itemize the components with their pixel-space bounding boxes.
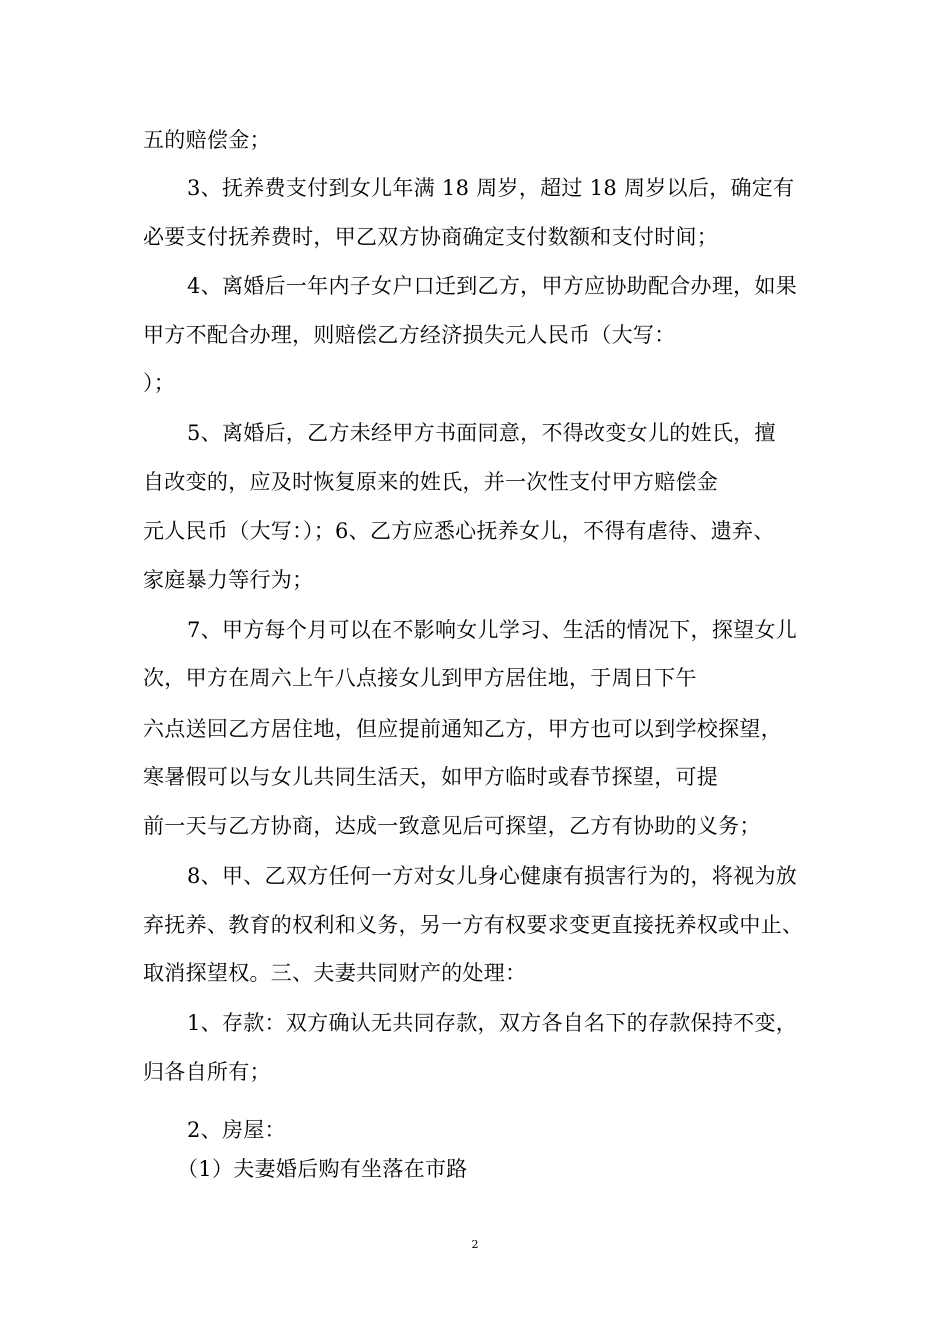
text-line: （1）夫妻婚后购有坐落在市路 (177, 1157, 468, 1181)
text-line: 必要支付抚养费时，甲乙双方协商确定支付数额和支付时间； (143, 225, 719, 249)
text-line: 六点送回乙方居住地，但应提前通知乙方，甲方也可以到学校探望， (143, 717, 782, 741)
text-line: 五的赔偿金； (143, 128, 271, 152)
text-line: 归各自所有； (143, 1060, 271, 1084)
text-line: 寒暑假可以与女儿共同生活天，如甲方临时或春节探望，可提 (143, 765, 719, 789)
text-line: 次，甲方在周六上午八点接女儿到甲方居住地，于周日下午 (143, 666, 697, 690)
text-line: ）； (143, 371, 176, 395)
text-line: 弃抚养、教育的权利和义务，另一方有权要求变更直接抚养权或中止、 (143, 913, 804, 937)
text-line: 1、存款：双方确认无共同存款，双方各自名下的存款保持不变， (187, 1011, 798, 1035)
page-number: 2 (471, 1238, 479, 1251)
text-line: 2、房屋： (187, 1118, 286, 1142)
text-line: 4、离婚后一年内子女户口迁到乙方，甲方应协助配合办理，如果 (187, 274, 798, 298)
text-line: 家庭暴力等行为； (143, 568, 314, 592)
text-line: 3、抚养费支付到女儿年满 18 周岁，超过 18 周岁以后，确定有 (187, 176, 795, 200)
text-line: 7、甲方每个月可以在不影响女儿学习、生活的情况下，探望女儿 (187, 618, 798, 642)
text-line: 自改变的，应及时恢复原来的姓氏，并一次性支付甲方赔偿金 (143, 470, 719, 494)
text-line: 5、离婚后，乙方未经甲方书面同意，不得改变女儿的姓氏，擅 (187, 421, 776, 445)
text-line: 元人民币（大写：）；6、乙方应悉心抚养女儿，不得有虐待、遗弃、 (143, 519, 775, 543)
text-line: 前一天与乙方协商，达成一致意见后可探望，乙方有协助的义务； (143, 814, 761, 838)
text-line: 甲方不配合办理，则赔偿乙方经济损失元人民币（大写： (143, 323, 676, 347)
text-line: 取消探望权。三、夫妻共同财产的处理： (143, 961, 527, 985)
text-line: 8、甲、乙双方任何一方对女儿身心健康有损害行为的，将视为放 (187, 864, 798, 888)
